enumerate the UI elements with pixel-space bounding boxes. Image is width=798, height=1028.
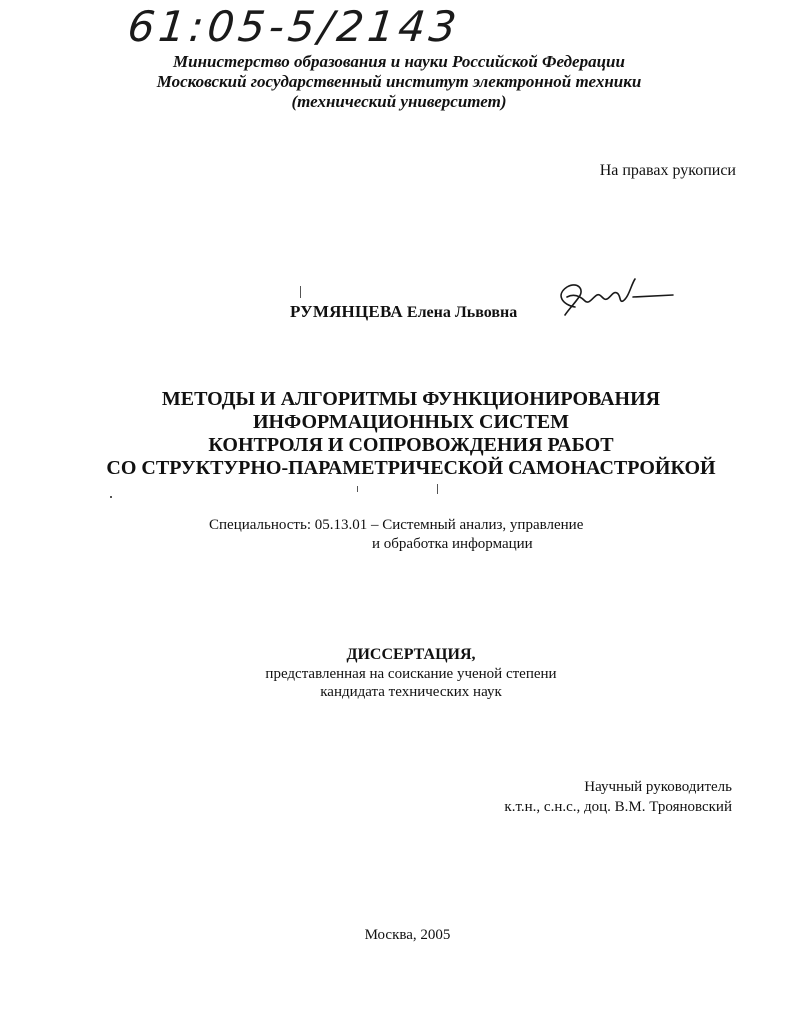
degree-line-2: кандидата технических наук bbox=[320, 684, 502, 700]
degree-line-1: представленная на соискание ученой степени bbox=[265, 666, 557, 682]
dissertation-title bbox=[0, 388, 798, 480]
scan-speck bbox=[300, 286, 301, 298]
advisor-role: Научный руководитель bbox=[584, 779, 732, 795]
manuscript-rights-note: На правах рукописи bbox=[599, 162, 736, 179]
dissertation-statement bbox=[0, 645, 798, 701]
scan-speck bbox=[437, 484, 438, 494]
author-surname: РУМЯНЦЕВА bbox=[290, 302, 403, 321]
title-line: МЕТОДЫ И АЛГОРИТМЫ ФУНКЦИОНИРОВАНИЯ bbox=[161, 388, 661, 410]
title-line: КОНТРОЛЯ И СОПРОВОЖДЕНИЯ РАБОТ bbox=[208, 434, 614, 456]
library-stamp-number: 61:05-5/2143 bbox=[125, 2, 463, 51]
specialty-line-1: Специальность: 05.13.01 – Системный анализ, управление bbox=[209, 517, 584, 533]
signature-icon bbox=[545, 275, 675, 325]
title-line: ИНФОРМАЦИОННЫХ СИСТЕМ bbox=[252, 411, 570, 433]
dissertation-heading: ДИССЕРТАЦИЯ, bbox=[346, 646, 476, 663]
institute-name: Московский государственный институт электронной техники bbox=[156, 72, 642, 91]
author-name bbox=[290, 302, 517, 322]
ministry-name: Министерство образования и науки Российской Федерации bbox=[173, 52, 625, 71]
scan-speck bbox=[357, 486, 358, 492]
author-given-names: Елена Львовна bbox=[406, 304, 518, 321]
advisor-details: к.т.н., с.н.с., доц. В.М. Трояновский bbox=[504, 799, 732, 815]
specialty-block bbox=[209, 516, 583, 554]
organization-header bbox=[0, 52, 798, 112]
city-year: Москва, 2005 bbox=[364, 927, 451, 943]
scan-speck bbox=[110, 496, 112, 498]
specialty-line-2: и обработка информации bbox=[372, 536, 533, 552]
university-name: (технический университет) bbox=[291, 92, 507, 111]
advisor-block bbox=[504, 777, 732, 817]
title-line: СО СТРУКТУРНО-ПАРАМЕТРИЧЕСКОЙ САМОНАСТРОЙКОЙ bbox=[106, 457, 716, 479]
